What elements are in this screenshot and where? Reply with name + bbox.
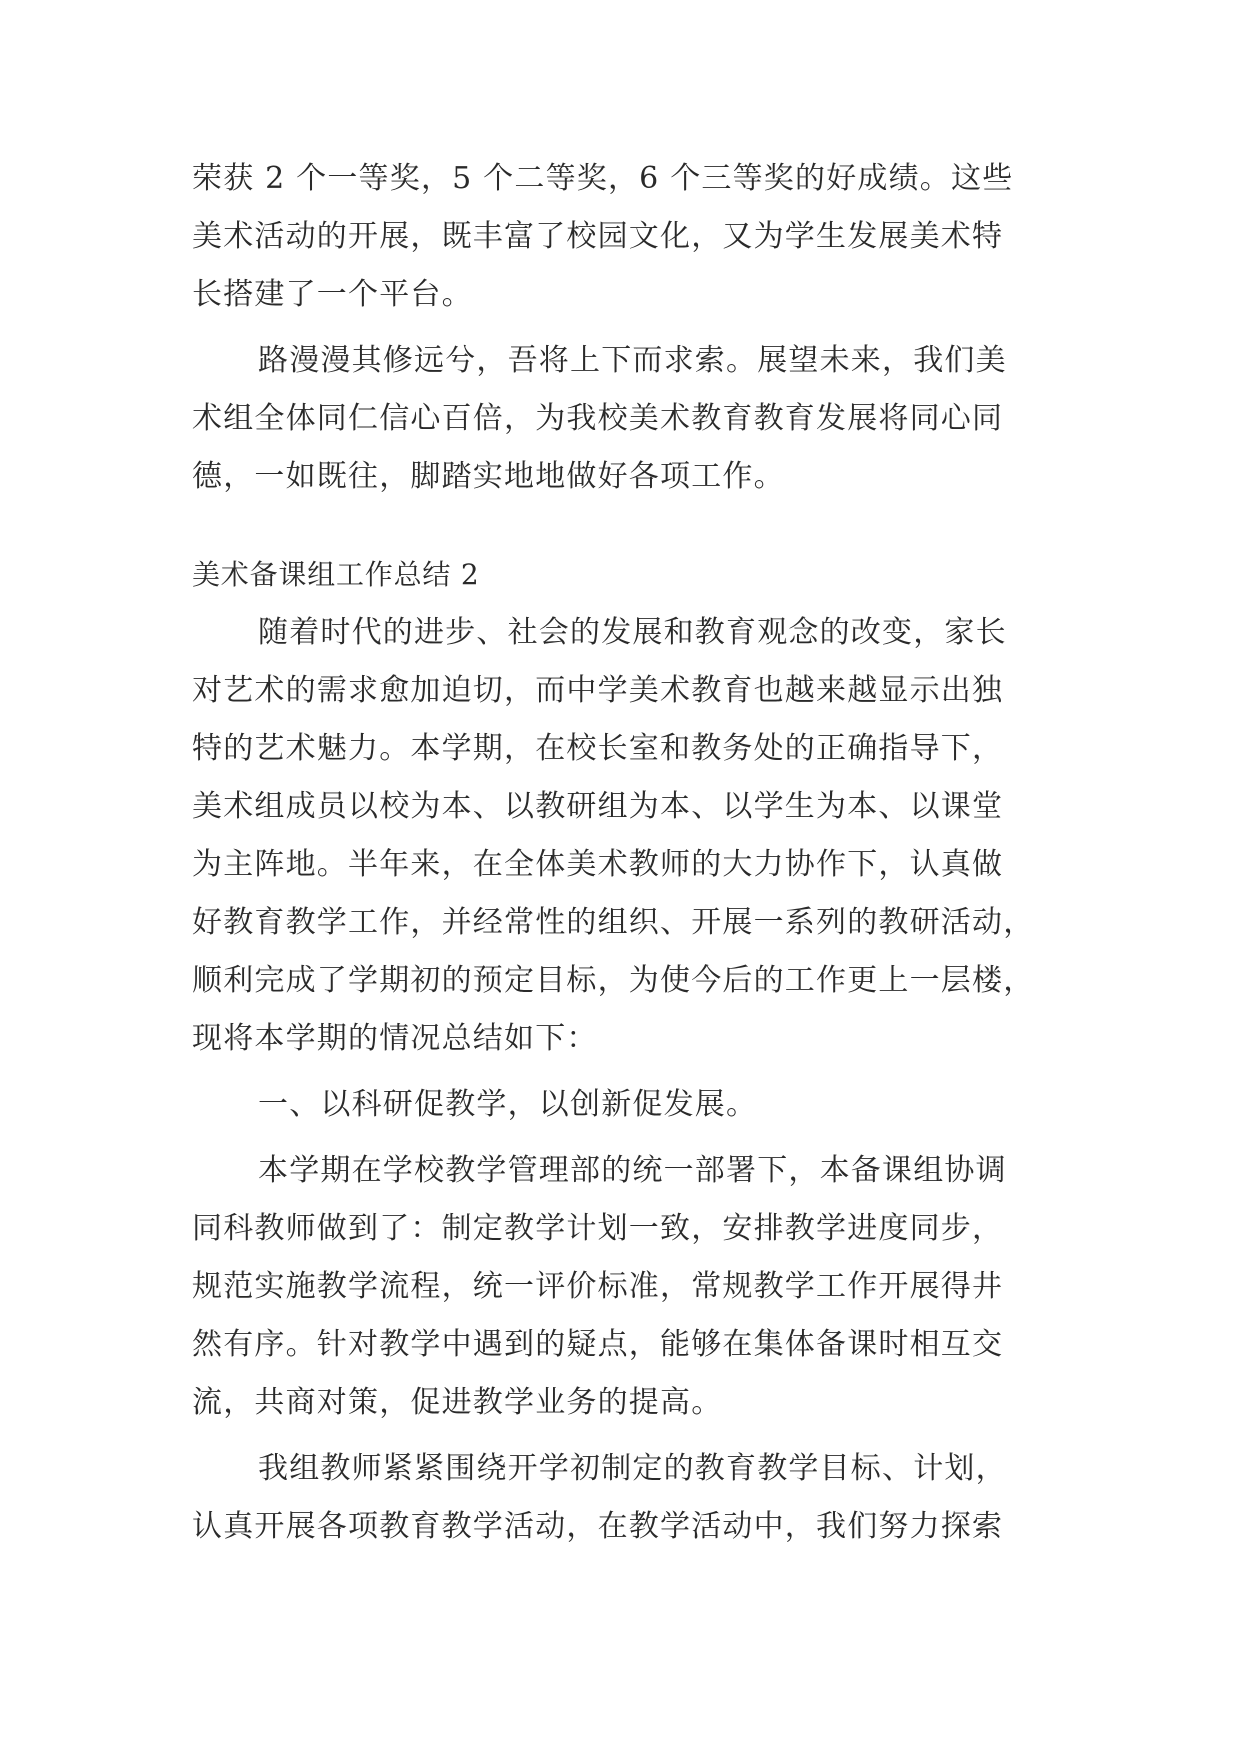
document-body bbox=[192, 150, 1054, 1556]
text-line: 顺利完成了学期初的预定目标，为使今后的工作更上一层楼， bbox=[192, 963, 1035, 998]
text-line: 同科教师做到了：制定教学计划一致，安排教学进度同步， bbox=[192, 1211, 1004, 1246]
text-line: 美术活动的开展，既丰富了校园文化，又为学生发展美术特 bbox=[192, 219, 1004, 254]
section-title: 美术备课组工作总结 2 bbox=[192, 558, 480, 591]
text-line: 好教育教学工作，并经常性的组织、开展一系列的教研活动， bbox=[192, 905, 1035, 940]
text-line: 我组教师紧紧围绕开学初制定的教育教学目标、计划， bbox=[258, 1451, 1007, 1486]
text-line: 然有序。针对教学中遇到的疑点，能够在集体备课时相互交 bbox=[192, 1327, 1004, 1362]
text-line: 本学期在学校教学管理部的统一部署下，本备课组协调 bbox=[258, 1153, 1007, 1188]
text-line: 德，一如既往，脚踏实地地做好各项工作。 bbox=[192, 459, 785, 494]
text-line: 规范实施教学流程，统一评价标准，常规教学工作开展得井 bbox=[192, 1269, 1004, 1304]
paragraph-awards bbox=[192, 150, 1054, 324]
paragraph-teachers bbox=[192, 1440, 1054, 1556]
paragraph-planning bbox=[192, 1142, 1054, 1432]
text-line: 美术组成员以校为本、以教研组为本、以学生为本、以课堂 bbox=[192, 789, 1004, 824]
text-line: 荣获 2 个一等奖，5 个二等奖，6 个三等奖的好成绩。这些 bbox=[192, 161, 1014, 196]
paragraph-intro bbox=[192, 604, 1054, 1068]
text-line: 现将本学期的情况总结如下： bbox=[192, 1021, 598, 1056]
paragraph-outlook bbox=[192, 332, 1054, 506]
text-line: 长搭建了一个平台。 bbox=[192, 277, 473, 312]
text-line: 认真开展各项教育教学活动，在教学活动中，我们努力探索 bbox=[192, 1509, 1004, 1544]
paragraph-heading-one bbox=[192, 1076, 1054, 1134]
text-line: 随着时代的进步、社会的发展和教育观念的改变，家长 bbox=[258, 615, 1007, 650]
text-line: 特的艺术魅力。本学期，在校长室和教务处的正确指导下， bbox=[192, 731, 1004, 766]
subheading: 一、以科研促教学，以创新促发展。 bbox=[258, 1087, 758, 1122]
text-line: 对艺术的需求愈加迫切，而中学美术教育也越来越显示出独 bbox=[192, 673, 1004, 708]
text-line: 术组全体同仁信心百倍，为我校美术教育教育发展将同心同 bbox=[192, 401, 1004, 436]
text-line: 路漫漫其修远兮，吾将上下而求索。展望未来，我们美 bbox=[258, 343, 1007, 378]
text-line: 流，共商对策，促进教学业务的提高。 bbox=[192, 1385, 723, 1420]
text-line: 为主阵地。半年来，在全体美术教师的大力协作下，认真做 bbox=[192, 847, 1004, 882]
